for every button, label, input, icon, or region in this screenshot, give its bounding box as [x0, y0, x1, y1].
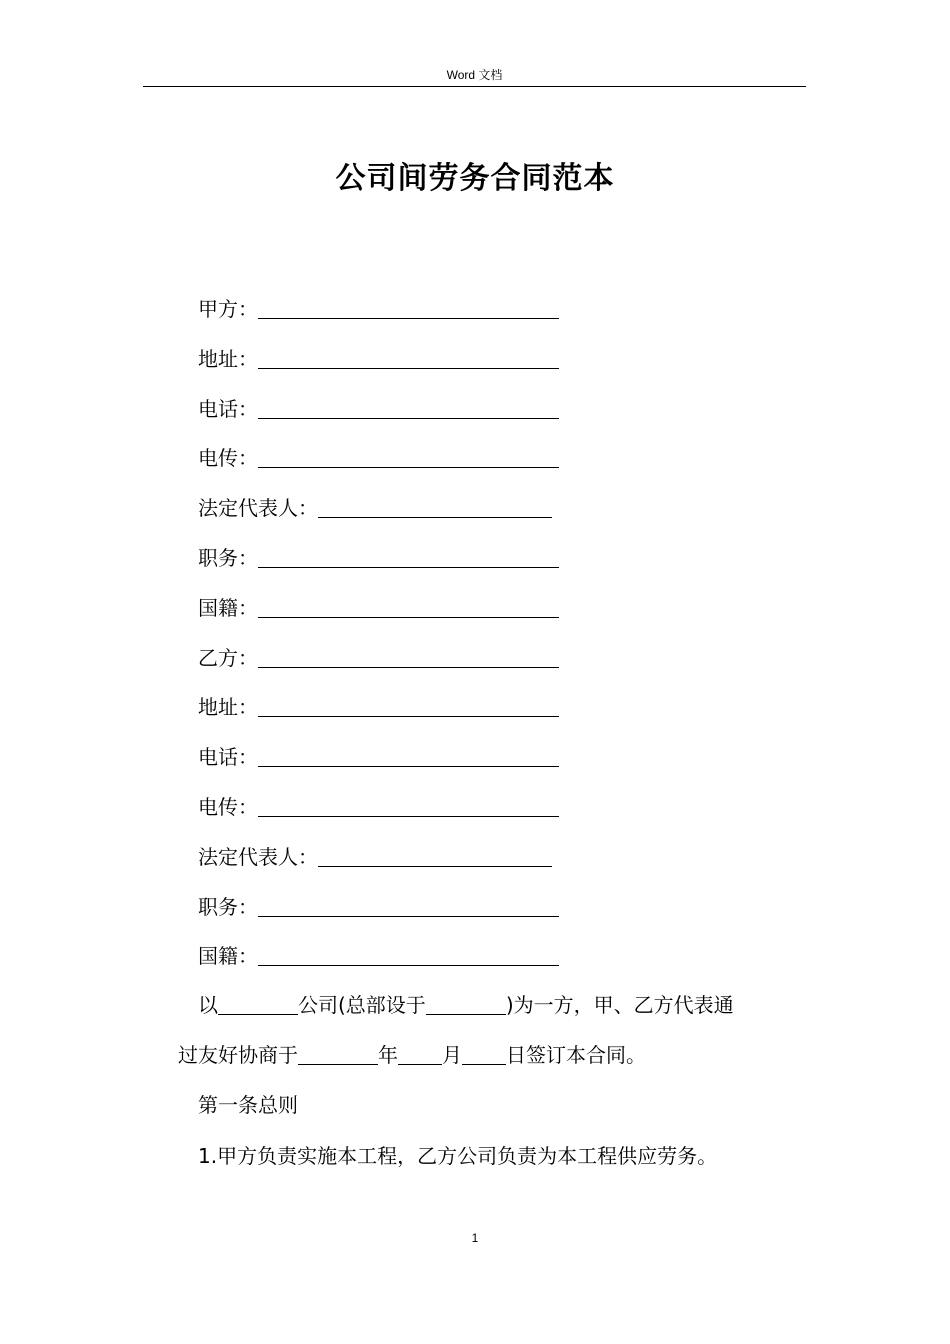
preamble-text: 月	[442, 1043, 462, 1067]
field-label: 电话：	[198, 745, 258, 770]
fill-blank	[258, 892, 559, 917]
preamble-line-1	[198, 990, 734, 1020]
fill-blank	[258, 643, 559, 668]
header-divider	[143, 86, 806, 87]
field-party-a-position	[198, 543, 798, 593]
field-party-a-telex	[198, 443, 798, 493]
fill-blank	[298, 1040, 378, 1065]
fill-blank	[426, 990, 506, 1015]
document-title: 公司间劳务合同范本	[335, 161, 615, 196]
preamble-text: 过友好协商于	[178, 1043, 298, 1067]
fill-blank	[258, 294, 559, 319]
field-label: 法定代表人：	[198, 844, 318, 869]
field-label: 地址：	[198, 346, 258, 371]
field-label: 职务：	[198, 545, 258, 570]
fill-blank	[318, 493, 552, 518]
field-party-b-legal-rep	[198, 842, 798, 892]
field-label: 地址：	[198, 695, 258, 720]
field-label: 电话：	[198, 396, 258, 421]
page-header: Word 文档	[446, 68, 503, 82]
fill-blank	[258, 543, 559, 568]
field-label: 甲方：	[198, 297, 258, 321]
fill-blank	[462, 1040, 506, 1065]
fill-blank	[318, 842, 552, 867]
field-party-a	[198, 294, 798, 344]
article-heading: 第一条总则	[198, 1093, 298, 1117]
field-label: 国籍：	[198, 944, 258, 969]
field-label: 乙方：	[198, 645, 258, 670]
field-label: 电传：	[198, 794, 258, 819]
fill-blank	[258, 344, 559, 369]
fill-blank	[258, 443, 559, 468]
fill-blank	[258, 792, 559, 817]
field-party-a-nationality	[198, 593, 798, 643]
preamble-text: 日签订本合同。	[506, 1043, 646, 1067]
field-party-a-legal-rep	[198, 493, 798, 543]
preamble-text: 以	[198, 993, 218, 1017]
field-party-b-phone	[198, 742, 798, 792]
fill-blank	[258, 742, 559, 767]
fill-blank	[258, 593, 559, 618]
party-info-fields	[198, 294, 798, 991]
fill-blank	[218, 990, 298, 1015]
field-label: 电传：	[198, 446, 258, 471]
preamble-line-2	[178, 1040, 646, 1070]
field-party-b-position	[198, 892, 798, 942]
fill-blank	[258, 394, 559, 419]
field-party-b	[198, 643, 798, 693]
article-clause: 1.甲方负责实施本工程，乙方公司负责为本工程供应劳务。	[198, 1144, 718, 1168]
preamble-text: 年	[378, 1043, 398, 1067]
field-party-b-telex	[198, 792, 798, 842]
fill-blank	[258, 941, 559, 966]
preamble-text: 公司(总部设于	[298, 993, 426, 1017]
preamble-text: )为一方，甲、乙方代表通	[505, 993, 734, 1017]
fill-blank	[398, 1040, 442, 1065]
page-number: 1	[471, 1231, 479, 1245]
field-party-b-nationality	[198, 941, 798, 991]
fill-blank	[258, 692, 559, 717]
field-label: 国籍：	[198, 595, 258, 620]
field-label: 职务：	[198, 894, 258, 919]
field-label: 法定代表人：	[198, 496, 318, 521]
field-party-a-address	[198, 344, 798, 394]
field-party-b-address	[198, 692, 798, 742]
field-party-a-phone	[198, 394, 798, 444]
